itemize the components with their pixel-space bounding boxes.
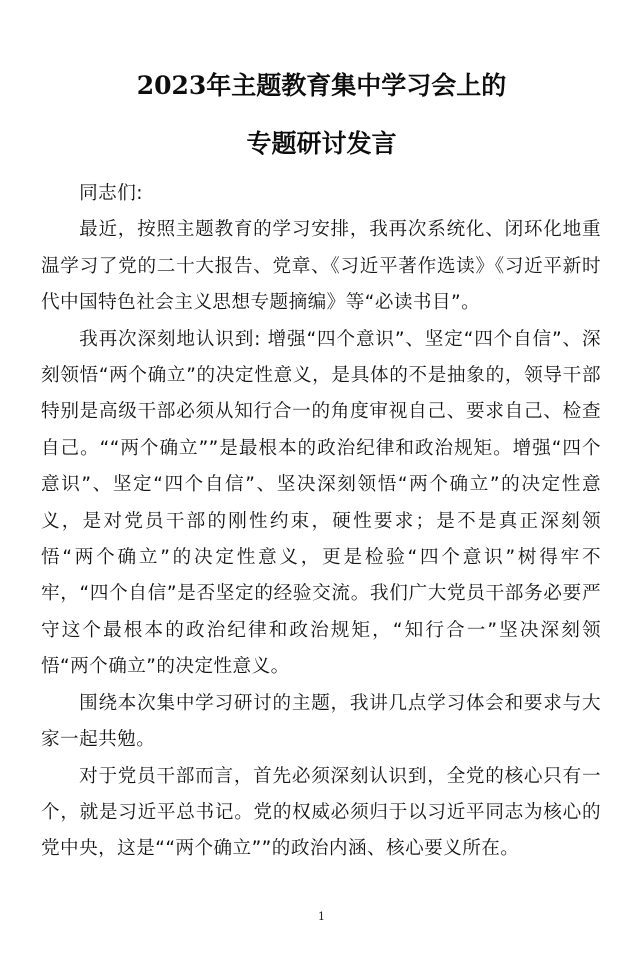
page-number: 1	[318, 910, 325, 923]
document-body	[41, 176, 601, 868]
body-paragraph: 对于党员干部而言，首先必须深刻认识到，全党的核心只有一个，就是习近平总书记。党的权威必须归于以习近平同志为核心的党中央，这是““两个确立””的政治内涵、核心要义所在。	[41, 765, 601, 860]
body-paragraph: 我再次深刻地认识到: 增强“四个意识”、坚定“四个自信”、深刻领悟“两个确立”的决定性意义，是具体的不是抽象的，领导干部特别是高级干部必须从知行合一的角度审视自己、要求自己、检查自己。““两个确立””是最根本的政治纪律和政治规矩。增强“四个意识”、坚定“四个自信”、坚决深刻领悟“两个确立”的决定性意义，是对党员干部的刚性约束，硬性要求；是不是真正深刻领悟“两个确立”的决定性意义，更是检验“四个意识”树得牢不牢，“四个自信”是否坚定的经验交流。我们广大党员干部务必要严守这个最根本的政治纪律和政治规矩，“知行合一”坚决深刻领悟“两个确立”的决定性意义。	[41, 328, 601, 678]
body-paragraph: 围绕本次集中学习研讨的主题，我讲几点学习体会和要求与大家一起共勉。	[41, 692, 601, 751]
document-title-line-1: 2023年主题教育集中学习会上的	[136, 71, 507, 100]
body-paragraph: 最近，按照主题教育的学习安排，我再次系统化、闭环化地重温学习了党的二十大报告、党章、《习近平著作选读》《习近平新时代中国特色社会主义思想专题摘编》等“必读书目”。	[41, 219, 601, 314]
salutation: 同志们:	[79, 183, 143, 204]
document-title-line-2: 专题研讨发言	[246, 129, 397, 158]
